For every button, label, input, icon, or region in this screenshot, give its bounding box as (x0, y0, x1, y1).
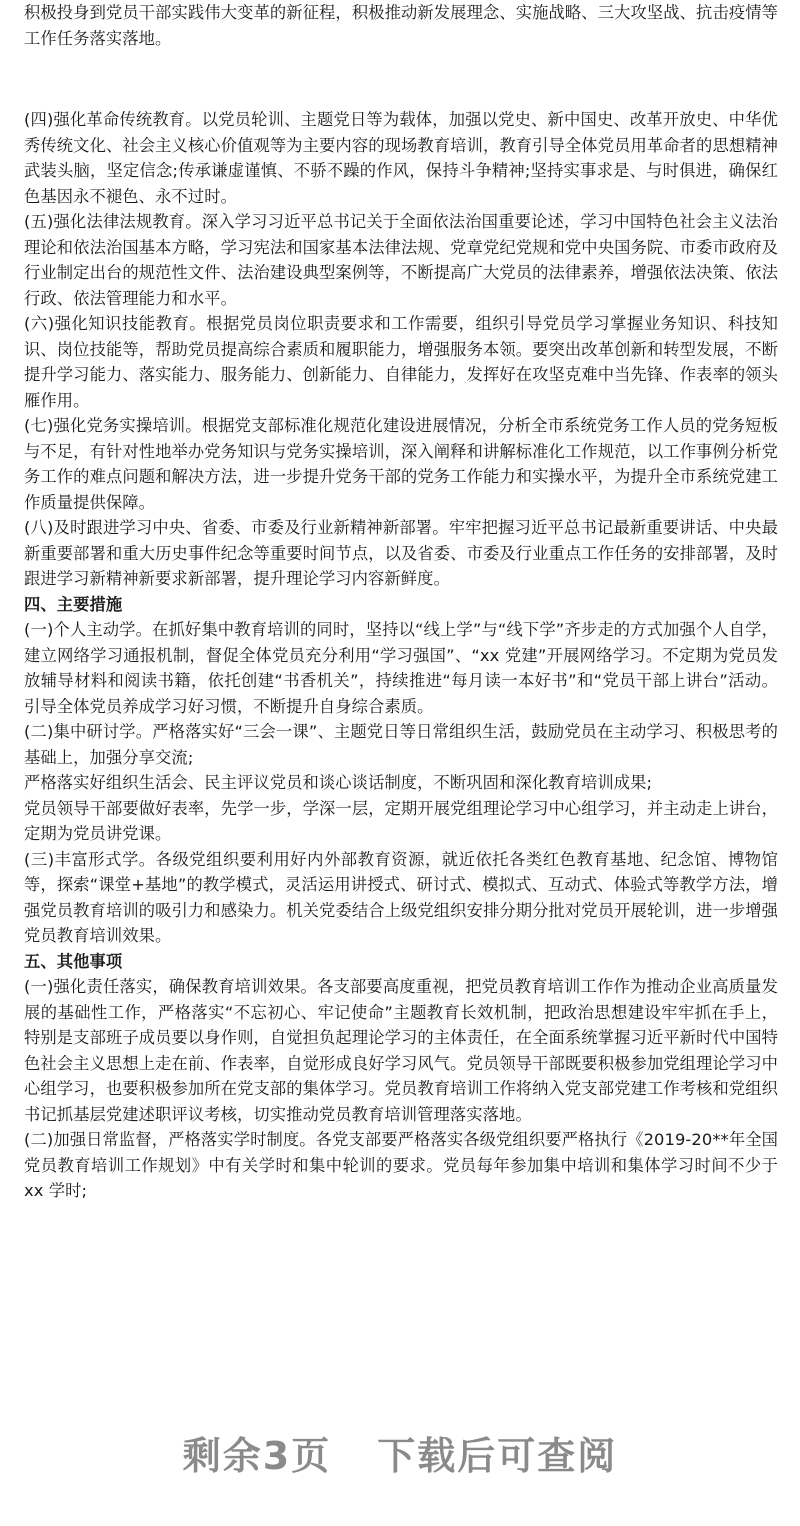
document-blocks (24, 107, 778, 1204)
paragraph: (七)强化党务实操培训。根据党支部标准化规范化建设进展情况，分析全市系统党务工作人员的党务短板与不足，有针对性地举办党务知识与党务实操培训，深入阐释和讲解标准化工作规范，以工作事例分析党务工作的难点问题和解决方法，进一步提升党务干部的党务工作能力和实操水平，为提升全市系统党建工作质量提供保障。 (24, 416, 778, 512)
paragraph: (八)及时跟进学习中央、省委、市委及行业新精神新部署。牢牢把握习近平总书记最新重要讲话、中央最新重要部署和重大历史事件纪念等重要时间节点，以及省委、市委及行业重点工作任务的安排部署，及时跟进学习新精神新要求新部署，提升理论学习内容新鲜度。 (24, 518, 778, 588)
paragraph-gap (24, 51, 778, 107)
preview-footer[interactable] (0, 1425, 800, 1480)
paragraph: (五)强化法律法规教育。深入学习习近平总书记关于全面依法治国重要论述，学习中国特色社会主义法治理论和依法治国基本方略，学习宪法和国家基本法律法规、党章党纪党规和党中央国务院、市委市政府及行业制定出台的规范性文件、法治建设典型案例等，不断提高广大党员的法律素养，增强依法决策、依法行政、依法管理能力和水平。 (24, 212, 778, 308)
paragraph: (二)集中研讨学。严格落实好“三会一课”、主题党日等日常组织生活，鼓励党员在主动学习、积极思考的基础上，加强分享交流; (24, 722, 778, 767)
paragraph: 严格落实好组织生活会、民主评议党员和谈心谈话制度，不断巩固和深化教育培训成果; (24, 773, 653, 792)
paragraph: (一)强化责任落实，确保教育培训效果。各支部要高度重视，把党员教育培训工作作为推动企业高质量发展的基础性工作，严格落实“不忘初心、牢记使命”主题教育长效机制，把政治思想建设牢牢抓在手上，特别是支部班子成员要以身作则，自觉担负起理论学习的主体责任，在全面系统掌握习近平新时代中国特色社会主义思想上走在前、作表率，自觉形成良好学习风气。党员领导干部既要积极参加党组理论学习中心组学习，也要积极参加所在党支部的集体学习。党员教育培训工作将纳入党支部党建工作考核和党组织书记抓基层党建述职评议考核，切实推动党员教育培训管理落实落地。 (24, 977, 778, 1124)
paragraph: (二)加强日常监督，严格落实学时制度。各党支部要严格落实各级党组织要严格执行《2019-20**年全国党员教育培训工作规划》中有关学时和集中轮训的要求。党员每年参加集中培训和集体学习时间不少于 xx 学时; (24, 1130, 778, 1200)
remaining-pages-label: 剩余3页 (182, 1434, 332, 1478)
paragraph: (三)丰富形式学。各级党组织要利用好内外部教育资源，就近依托各类红色教育基地、纪念馆、博物馆等，探索“课堂+基地”的教学模式，灵活运用讲授式、研讨式、模拟式、互动式、体验式等教学方法，增强党员教育培训的吸引力和感染力。机关党委结合上级党组织安排分期分批对党员开展轮训，进一步增强党员教育培训效果。 (24, 849, 778, 945)
download-hint-label: 下载后可查阅 (377, 1434, 618, 1478)
paragraph: (四)强化革命传统教育。以党员轮训、主题党日等为载体，加强以党史、新中国史、改革开放史、中华优秀传统文化、社会主义核心价值观等为主要内容的现场教育培训，教育引导全体党员用革命者的思想精神武装头脑，坚定信念;传承谦虚谨慎、不骄不躁的作风，保持斗争精神;坚持实事求是、与时俱进，确保红色基因永不褪色、永不过时。 (24, 110, 778, 206)
paragraph: 党员领导干部要做好表率，先学一步，学深一层，定期开展党组理论学习中心组学习，并主动走上讲台，定期为党员讲党课。 (24, 798, 778, 843)
top-fragment: 积极投身到党员干部实践伟大变革的新征程，积极推动新发展理念、实施战略、三大攻坚战、抗击疫情等工作任务落实落地。 (24, 3, 778, 48)
paragraph: (六)强化知识技能教育。根据党员岗位职责要求和工作需要，组织引导党员学习掌握业务知识、科技知识、岗位技能等，帮助党员提高综合素质和履职能力，增强服务本领。要突出改革创新和转型发展，不断提升学习能力、落实能力、服务能力、创新能力、自律能力，发挥好在攻坚克难中当先锋、作表率的领头雁作用。 (24, 314, 778, 410)
section-heading: 四、主要措施 (24, 594, 123, 614)
document-body (24, 0, 778, 1204)
section-heading: 五、其他事项 (24, 951, 123, 971)
paragraph: (一)个人主动学。在抓好集中教育培训的同时，坚持以“线上学”与“线下学”齐步走的方式加强个人自学，建立网络学习通报机制，督促全体党员充分利用“学习强国”、“xx 党建”开展网络学习。不定期为党员发放辅导材料和阅读书籍，依托创建“书香机关”，持续推进“每月读一本好书”和“党员干部上讲台”活动。引导全体党员养成学习好习惯，不断提升自身综合素质。 (24, 620, 778, 716)
